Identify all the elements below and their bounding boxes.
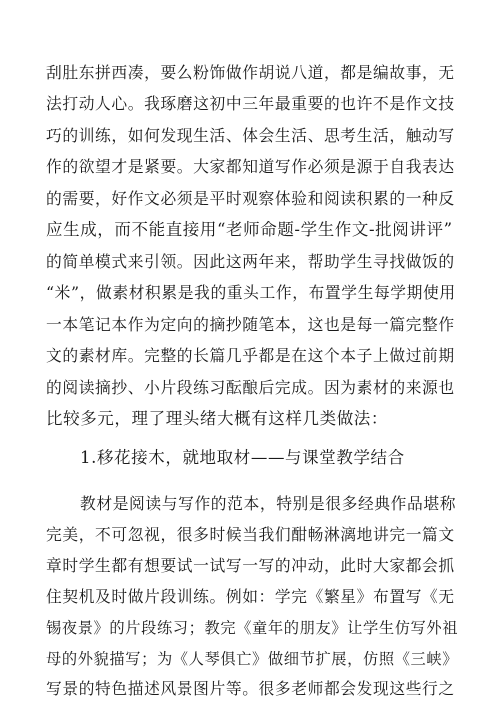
paragraph-line: 锡夜景》的片段练习；教完《童年的朋友》让学生仿写外祖 bbox=[46, 619, 459, 637]
paragraph-line: 法打动人心。我琢磨这初中三年最重要的也许不是作文技 bbox=[46, 94, 455, 113]
paragraph-line: 章时学生都有想要试一试写一写的冲动，此时大家都会抓 bbox=[46, 556, 455, 575]
paragraph-line: 的需要，好作文必须是平时观察体验和阅读积累的一种反 bbox=[46, 189, 455, 208]
paragraph-line: 完美，不可忽视，很多时候当我们酣畅淋漓地讲完一篇文 bbox=[46, 525, 455, 544]
paragraph-line: 比较多元，理了理头绪大概有这样几类做法： bbox=[46, 409, 388, 428]
paragraph-line: 的简单模式来引领。因此这两年来，帮助学生寻找做饭的 bbox=[46, 252, 455, 271]
paragraph-line: 刮肚东拼西凑，要么粉饰做作胡说八道，都是编故事，无 bbox=[46, 63, 455, 82]
paragraph-line: “米”，做素材积累是我的重头工作，布置学生每学期使用 bbox=[46, 283, 456, 302]
paragraph-line: 写景的特色描述风景图片等。很多老师都会发现这些行之 bbox=[46, 679, 455, 698]
section-heading: 1.移花接木，就地取材——与课堂教学结合 bbox=[80, 448, 405, 467]
paragraph-line: 巧的训练，如何发现生活、体会生活、思考生活，触动写 bbox=[46, 126, 455, 145]
paragraph-line: 教材是阅读与写作的范本，特别是很多经典作品堪称 bbox=[80, 494, 457, 513]
paragraph-line: 住契机及时做片段训练。例如：学完《繁星》布置写《无 bbox=[46, 587, 455, 606]
paragraph-line: 应生成，而不能直接用“老师命题-学生作文-批阅讲评” bbox=[46, 220, 453, 239]
paragraph-line: 文的素材库。完整的长篇几乎都是在这个本子上做过前期 bbox=[46, 346, 455, 365]
paragraph-line: 的阅读摘抄、小片段练习酝酿后完成。因为素材的来源也 bbox=[46, 378, 455, 397]
paragraph-line: 一本笔记本作为定向的摘抄随笔本，这也是每一篇完整作 bbox=[46, 315, 455, 334]
paragraph-line: 作的欲望才是紧要。大家都知道写作必须是源于自我表达 bbox=[46, 157, 455, 176]
paragraph-line: 母的外貌描写；为《人琴俱亡》做细节扩展，仿照《三峡》 bbox=[46, 650, 459, 668]
